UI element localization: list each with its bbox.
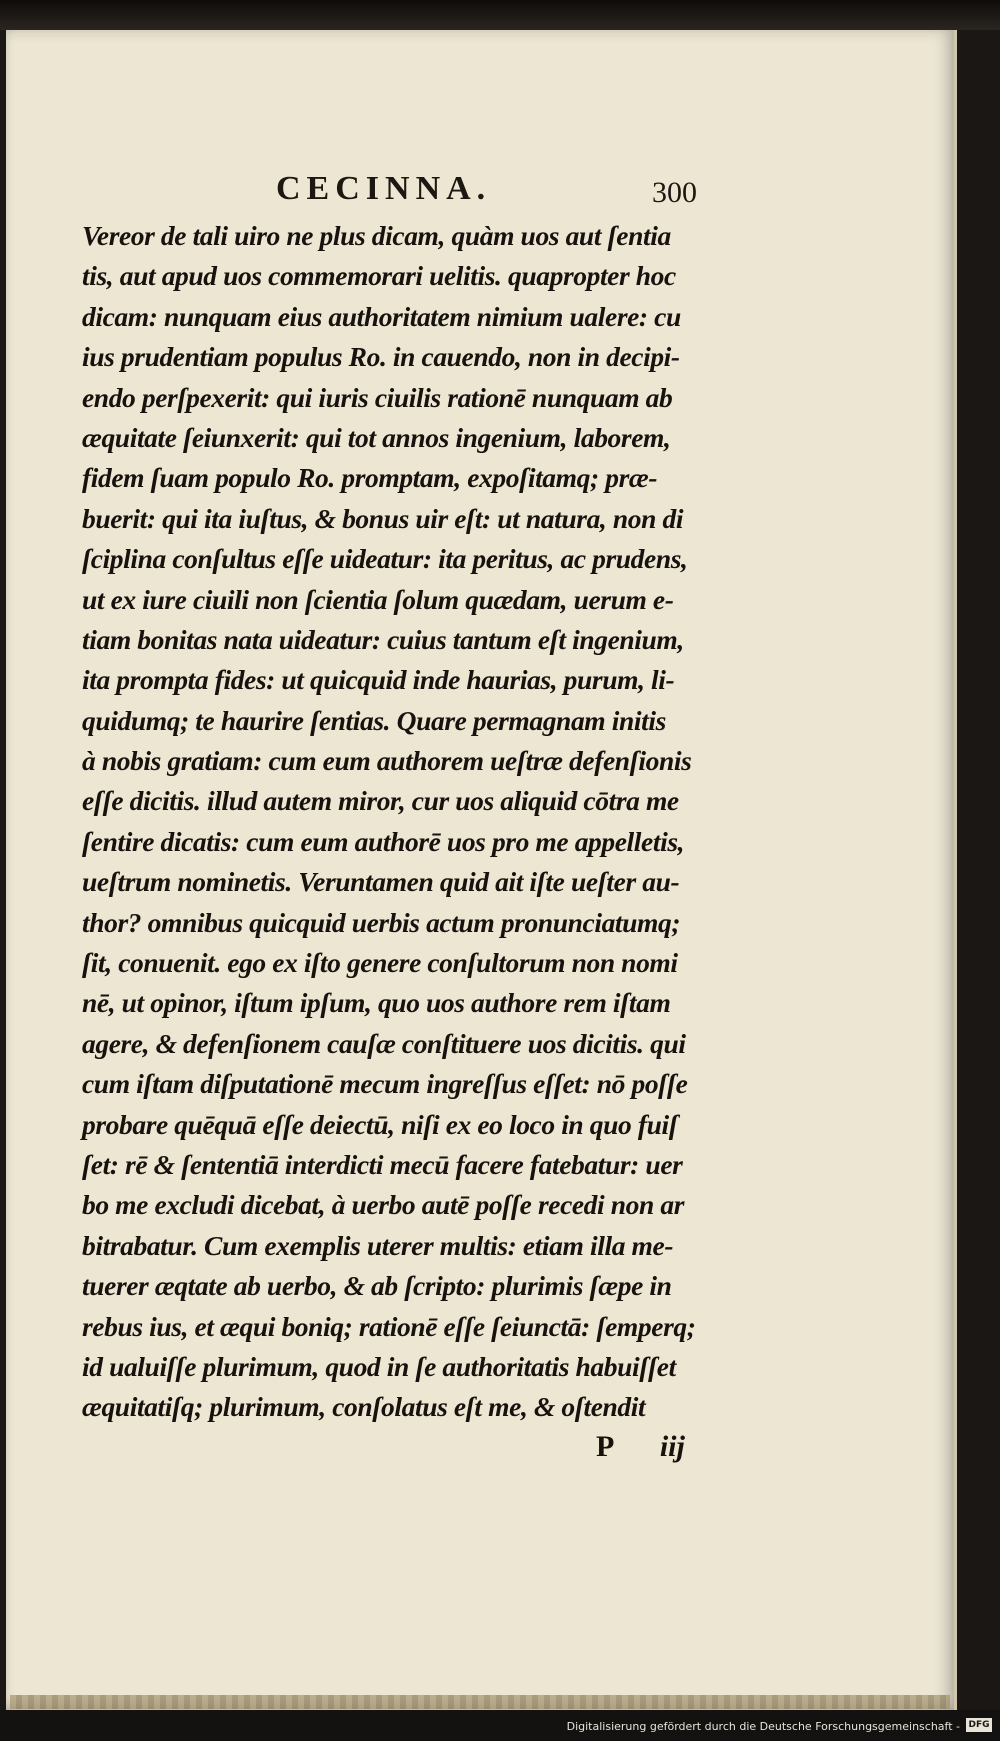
text-line: ita prompta fides: ut quicquid inde haurias, purum, li- xyxy=(82,664,675,696)
signature-mark xyxy=(596,1430,685,1464)
body-text xyxy=(82,216,732,1428)
text-line: ueſtrum nominetis. Veruntamen quid ait iſte ueſter au- xyxy=(82,866,680,898)
text-line: probare quēquā eſſe deiectū, niſi ex eo loco in quo fuiſ xyxy=(82,1108,678,1140)
text-line: buerit: qui ita iuſtus, & bonus uir eſt: ut natura, non di xyxy=(82,502,684,534)
text-line: tis, aut apud uos commemorari uelitis. quapropter hoc xyxy=(82,260,676,292)
text-line: ius prudentiam populus Ro. in cauendo, non in decipi- xyxy=(82,341,680,373)
text-line: id ualuiſſe plurimum, quod in ſe authoritatis habuiſſet xyxy=(82,1350,676,1382)
text-line: tuerer æqtate ab uerbo, & ab ſcripto: plurimis ſæpe in xyxy=(82,1270,672,1302)
digitization-credit: Digitalisierung gefördert durch die Deutsche Forschungsgemeinschaft - xyxy=(566,1720,960,1733)
text-line: ſentire dicatis: cum eum authorē uos pro me appelletis, xyxy=(82,825,685,857)
text-line: à nobis gratiam: cum eum authorem ueſtræ defenſionis xyxy=(82,745,692,777)
text-line: bitrabatur. Cum exemplis uterer multis: etiam illa me- xyxy=(82,1229,674,1261)
text-line: nē, ut opinor, iſtum ipſum, quo uos authore rem iſtam xyxy=(82,987,671,1019)
text-line: Vereor de tali uiro ne plus dicam, quàm uos aut ſentia xyxy=(82,220,671,251)
text-line: agere, & defenſionem cauſæ conſtituere uos dicitis. qui xyxy=(82,1027,686,1059)
text-line: ſit, conuenit. ego ex iſto genere conſultorum non nomi xyxy=(82,947,678,979)
text-line: thor? omnibus quicquid uerbis actum pronunciatumq; xyxy=(82,906,681,938)
text-line: eſſe dicitis. illud autem miror, cur uos aliquid cōtra me xyxy=(82,785,679,817)
running-head: CECINNA. xyxy=(276,170,492,207)
text-line: ſciplina conſultus eſſe uideatur: ita peritus, ac prudens, xyxy=(82,543,688,575)
scan-top-edge xyxy=(0,0,1000,30)
text-line: ut ex iure ciuili non ſcientia ſolum quædam, uerum e- xyxy=(82,583,674,615)
text-line: æquitate ſeiunxerit: qui tot annos ingenium, laborem, xyxy=(82,421,671,453)
text-line: quidumq; te haurire ſentias. Quare permagnam initis xyxy=(82,704,666,736)
text-line: bo me excludi dicebat, à uerbo autē poſſe recedi non ar xyxy=(82,1189,685,1221)
text-line: fidem ſuam populo Ro. promptam, expoſitamq; præ- xyxy=(82,462,658,494)
page-header xyxy=(6,170,954,220)
signature-number: iij xyxy=(659,1430,685,1463)
text-line: ſet: rē & ſententiā interdicti mecū facere fatebatur: uer xyxy=(82,1148,683,1180)
text-line: endo perſpexerit: qui iuris ciuilis rationē nunquam ab xyxy=(82,381,673,413)
text-line: cum iſtam diſputationē mecum ingreſſus eſſet: nō poſſe xyxy=(82,1068,688,1100)
text-line: æquitatiſq; plurimum, conſolatus eſt me, & oſtendit xyxy=(82,1391,646,1423)
signature-letter: P xyxy=(596,1430,615,1463)
page-bottom-edge xyxy=(10,1695,950,1709)
text-line: tiam bonitas nata uideatur: cuius tantum eſt ingenium, xyxy=(82,623,684,655)
text-line: rebus ius, et æqui boniq; rationē eſſe ſeiunctā: ſemperq; xyxy=(82,1310,696,1342)
dfg-logo: DFG xyxy=(966,1718,992,1732)
text-line: dicam: nunquam eius authoritatem nimium ualere: cu xyxy=(82,300,681,332)
folio-number: 300 xyxy=(652,176,697,209)
book-page xyxy=(6,30,957,1710)
